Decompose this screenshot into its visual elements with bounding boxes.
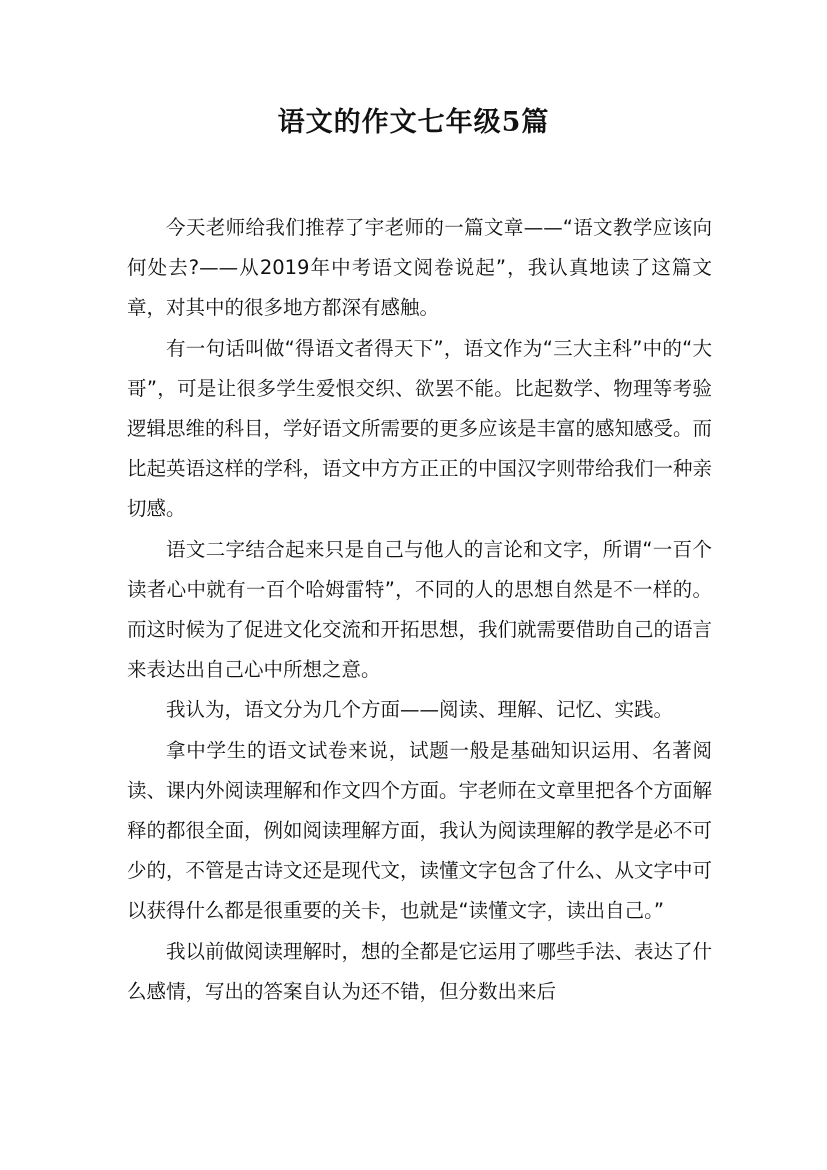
paragraph: 今天老师给我们推荐了宇老师的一篇文章——“语文教学应该向何处去?——从2019年中考语文阅卷说起”，我认真地读了这篇文章，对其中的很多地方都深有感触。 [127,216,712,320]
paragraph: 拿中学生的语文试卷来说，试题一般是基础知识运用、名著阅读、课内外阅读理解和作文四个方面。宇老师在文章里把各个方面解释的都很全面，例如阅读理解方面，我认为阅读理解的教学是必不可少的，不管是古诗文还是现代文，读懂文字包含了什么、从文字中可以获得什么都是很重要的关卡，也就是“读懂文字，读出自己。” [127,738,713,923]
paragraph: 语文二字结合起来只是自己与他人的言论和文字，所谓“一百个读者心中就有一百个哈姆雷特”，不同的人的思想自然是不一样的。而这时候为了促进文化交流和开拓思想，我们就需要借助自己的语言来表达出自己心中所想之意。 [127,537,713,682]
document-title: 语文的作文七年级5篇 [277,107,550,138]
paragraph: 我以前做阅读理解时，想的全都是它运用了哪些手法、表达了什么感情，写出的答案自认为还不错，但分数出来后 [127,939,713,1003]
paragraph: 有一句话叫做“得语文者得天下”，语文作为“三大主科”中的“大哥”，可是让很多学生爱恨交织、欲罢不能。比起数学、物理等考验逻辑思维的科目，学好语文所需要的更多应该是丰富的感知感受。而比起英语这样的学科，语文中方方正正的中国汉字则带给我们一种亲切感。 [127,336,713,521]
document-body [127,208,712,1012]
paragraph: 我认为，语文分为几个方面——阅读、理解、记忆、实践。 [166,698,674,722]
